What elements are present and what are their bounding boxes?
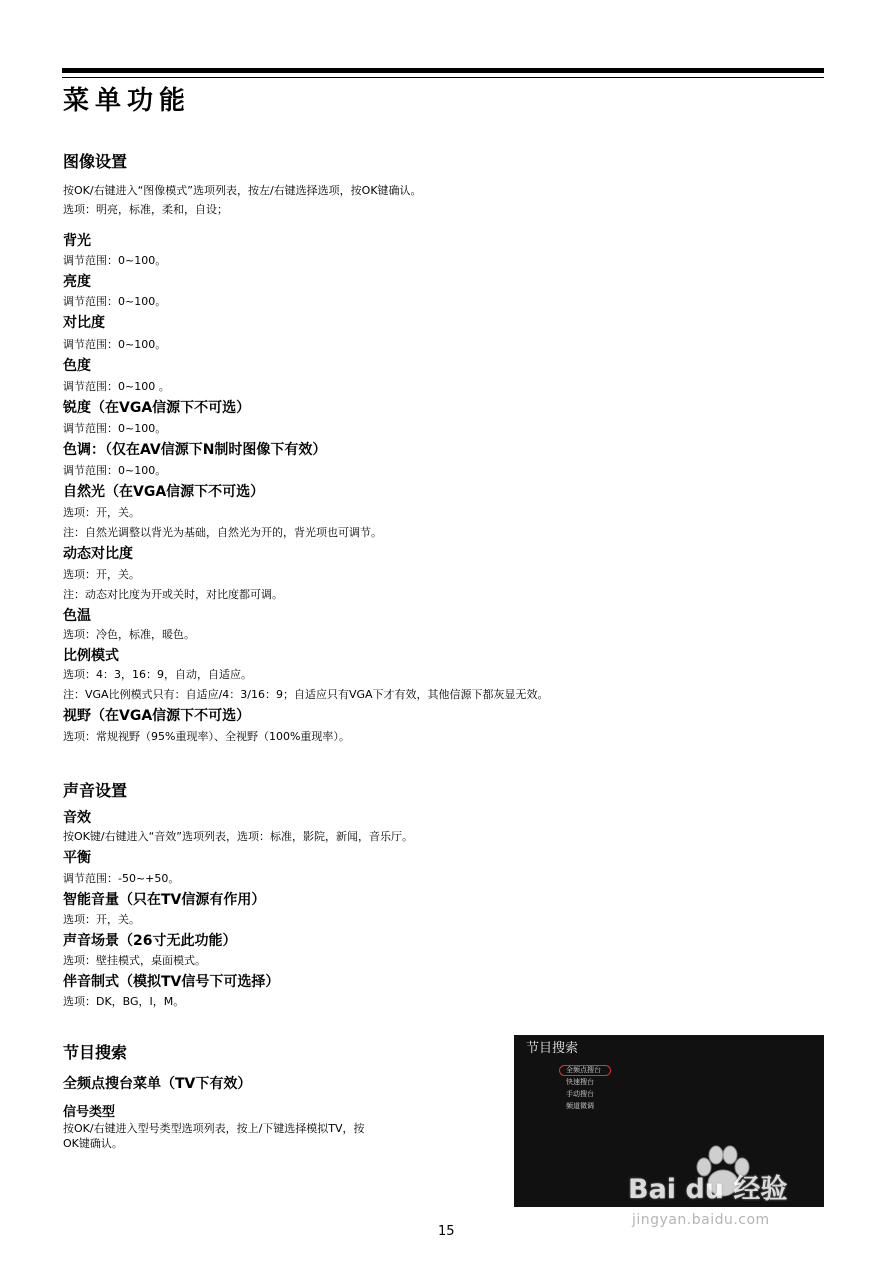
section-title-image-settings: 图像设置 — [63, 152, 128, 171]
signal-type-text-1: 按OK/右键进入型号类型选项列表，按上/下键选择模拟TV，按 — [63, 1122, 365, 1135]
item-contrast-text: 调节范围：0~100。 — [63, 338, 167, 351]
tv-menu-item: 快速搜台 — [566, 1078, 594, 1086]
item-brightness-text: 调节范围：0~100。 — [63, 295, 167, 308]
item-audio-system-text: 选项：DK，BG，I，M。 — [63, 995, 185, 1008]
item-aspect-ratio-label: 比例模式 — [63, 648, 119, 664]
item-backlight-text: 调节范围：0~100。 — [63, 254, 167, 267]
header-rule-thick — [62, 68, 824, 73]
watermark-url: jingyan.baidu.com — [632, 1212, 770, 1228]
item-sound-effect-text: 按OK键/右键进入“音效”选项列表，选项：标准，影院，新闻，音乐厅。 — [63, 830, 413, 843]
section-title-program-search: 节目搜索 — [63, 1043, 128, 1062]
item-color-temp-label: 色温 — [63, 608, 91, 624]
page-number: 15 — [438, 1224, 455, 1239]
item-balance-label: 平衡 — [63, 850, 91, 866]
item-view-label: 视野（在VGA信源下不可选） — [63, 708, 251, 724]
item-aspect-ratio-note: 注：VGA比例模式只有：自适应/4：3/16：9；自适应只有VGA下才有效，其他信源下都灰显无效。 — [63, 688, 549, 701]
item-aspect-ratio-text: 选项：4：3，16：9，自动，自适应。 — [63, 668, 252, 681]
tv-menu-title: 节目搜索 — [526, 1041, 579, 1056]
item-natural-light-label: 自然光（在VGA信源下不可选） — [63, 484, 265, 500]
section-title-sound-settings: 声音设置 — [63, 781, 128, 800]
watermark-brand: Bai du 经验 — [628, 1174, 788, 1205]
program-search-subtitle: 全频点搜台菜单（TV下有效） — [63, 1076, 252, 1092]
tv-menu-item: 全频点搜台 — [566, 1066, 601, 1074]
item-hue-label: 色调：（仅在AV信源下N制时图像下有效） — [63, 442, 327, 458]
tv-menu-item: 手动搜台 — [566, 1090, 594, 1098]
item-sound-effect-label: 音效 — [63, 810, 91, 826]
header-rule-thin — [62, 77, 824, 78]
item-color-temp-text: 选项：冷色，标准，暖色。 — [63, 628, 195, 641]
item-dynamic-contrast-label: 动态对比度 — [63, 546, 133, 562]
signal-type-label: 信号类型 — [63, 1105, 116, 1120]
item-hue-text: 调节范围：0~100。 — [63, 464, 167, 477]
item-smart-volume-label: 智能音量（只在TV信源有作用） — [63, 892, 266, 908]
item-brightness-label: 亮度 — [63, 274, 91, 290]
item-audio-system-label: 伴音制式（模拟TV信号下可选择） — [63, 974, 280, 990]
image-settings-intro: 按OK/右键进入“图像模式”选项列表，按左/右键选择选项，按OK键确认。 — [63, 184, 422, 197]
item-sharpness-text: 调节范围：0~100。 — [63, 422, 167, 435]
item-sharpness-label: 锐度（在VGA信源下不可选） — [63, 400, 251, 416]
item-sound-scene-text: 选项：壁挂模式，桌面模式。 — [63, 954, 206, 967]
item-natural-light-note: 注：自然光调整以背光为基础，自然光为开的，背光项也可调节。 — [63, 526, 382, 539]
item-natural-light-text: 选项：开，关。 — [63, 506, 140, 519]
item-contrast-label: 对比度 — [63, 315, 105, 331]
item-sound-scene-label: 声音场景（26寸无此功能） — [63, 933, 237, 949]
item-view-text: 选项：常规视野（95%重现率）、全视野（100%重现率）。 — [63, 730, 350, 743]
signal-type-text-2: OK键确认。 — [63, 1137, 123, 1150]
item-balance-text: 调节范围：-50~+50。 — [63, 872, 180, 885]
item-saturation-label: 色度 — [63, 358, 91, 374]
item-dynamic-contrast-note: 注：动态对比度为开或关时，对比度都可调。 — [63, 588, 283, 601]
item-backlight-label: 背光 — [63, 233, 91, 249]
item-dynamic-contrast-text: 选项：开，关。 — [63, 568, 140, 581]
page-title: 菜单功能 — [63, 86, 192, 116]
item-smart-volume-text: 选项：开，关。 — [63, 913, 140, 926]
item-saturation-text: 调节范围：0~100 。 — [63, 380, 170, 393]
image-settings-options: 选项：明亮，标准，柔和，自设； — [63, 203, 228, 216]
tv-menu-item: 频道微调 — [566, 1102, 594, 1110]
